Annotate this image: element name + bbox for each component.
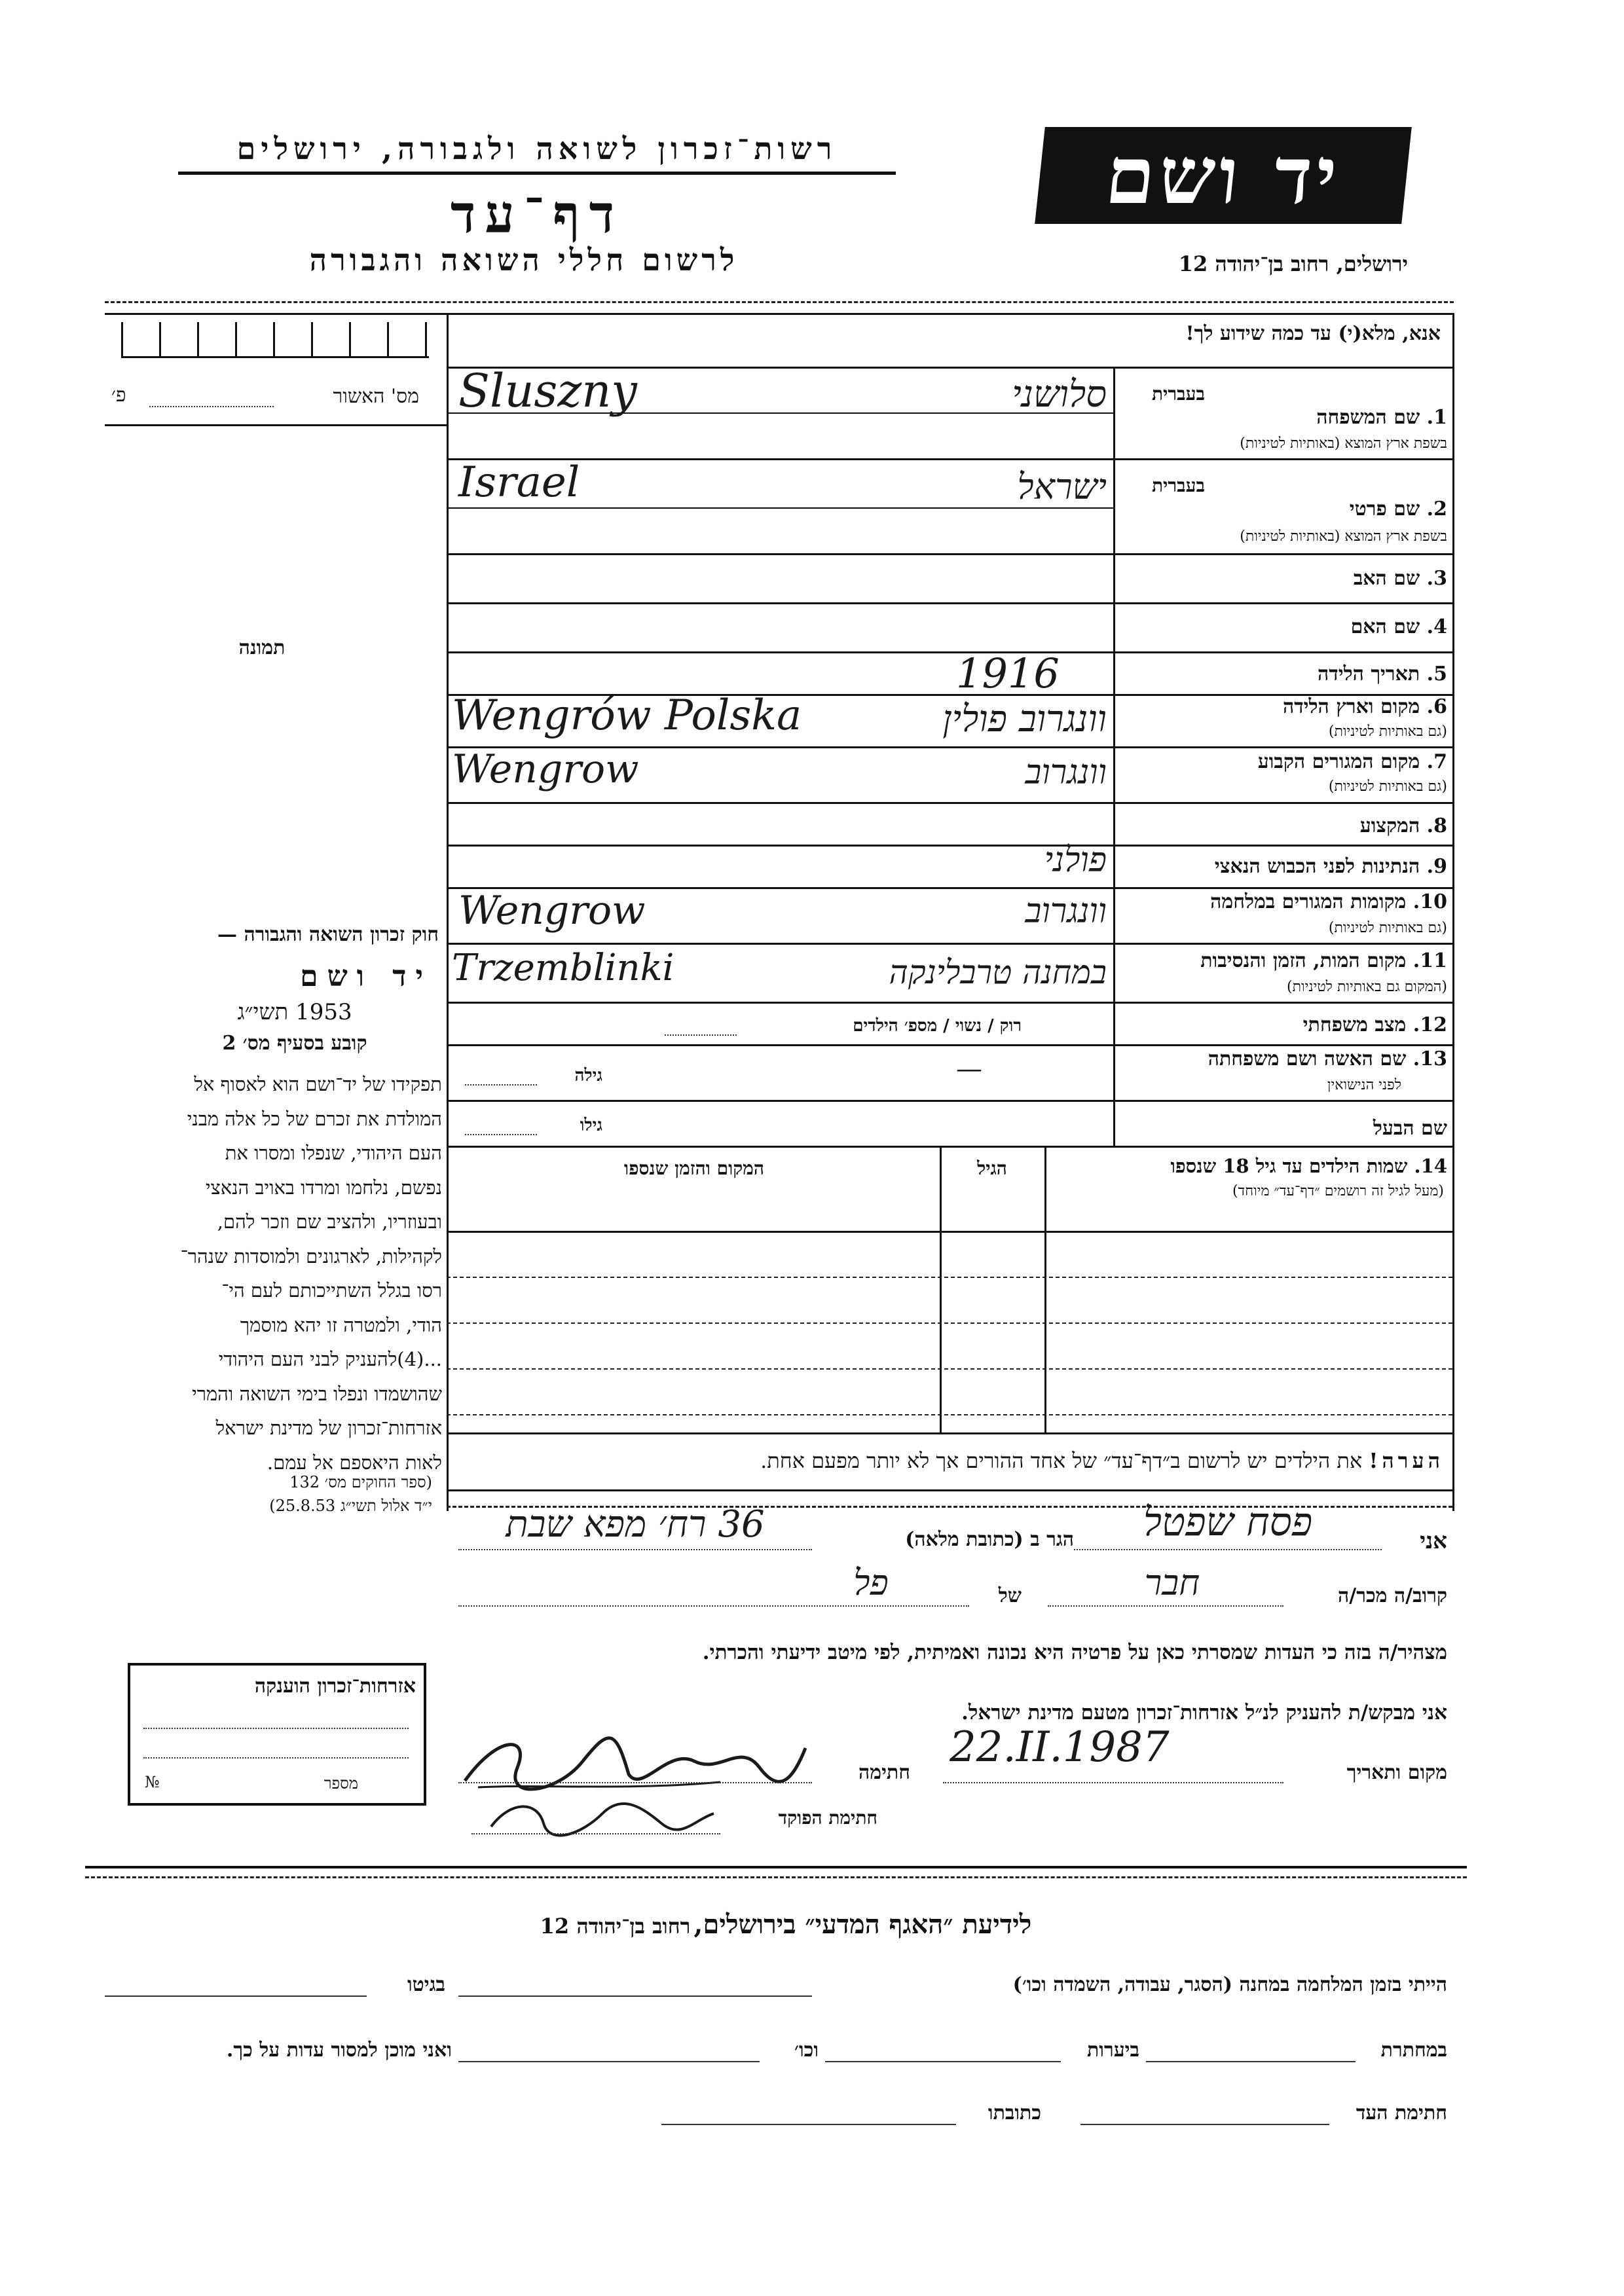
witness-signature-label: חתימת העד [1356, 2102, 1447, 2124]
field-13-label [1113, 1048, 1447, 1070]
field-9-label [1113, 855, 1447, 878]
field-6-label [1159, 695, 1447, 718]
bottom-line1-start: הייתי בזמן המלחמה במחנה (הסגר, עבודה, השמדה וכו׳) [1012, 1973, 1447, 1996]
field-4-num: 4. [1426, 615, 1447, 638]
tear-line [85, 1866, 1467, 1868]
official-signature-label: חתימת הפוקד [778, 1807, 877, 1829]
law-year-hebrew: תשי״ג [237, 999, 289, 1025]
camp-name-field[interactable] [458, 1995, 812, 1997]
note-text: את הילדים יש לרשום ב״דף־עד״ של אחד ההורים אך לא יותר מפעם אחת. [760, 1448, 1363, 1473]
row-rule [447, 1146, 1452, 1148]
death-place-hebrew[interactable]: במחנה טרבלינקה [889, 953, 1107, 991]
signature-label: חתימה [858, 1761, 910, 1784]
approval-box-bottom [105, 424, 449, 426]
note-line [458, 1448, 1444, 1473]
field-6-text: מקום וארץ הלידה [1282, 695, 1420, 718]
org-name-underline [178, 172, 896, 175]
law-title: חוק זכרון השואה והגבורה — [217, 923, 439, 946]
citizenship-line [143, 1728, 409, 1729]
relation-line [1048, 1605, 1283, 1607]
declarant-name-line [1074, 1549, 1382, 1550]
bottom-line2-start: במחתרת [1380, 2039, 1447, 2062]
row-rule [447, 1002, 1452, 1004]
children-header-rule [447, 1231, 1452, 1233]
place-date-value[interactable]: 22.II.1987 [950, 1723, 1170, 1772]
wife-age-label: גילה [574, 1066, 602, 1085]
field-6-sub: (גם באותיות לטיניות) [1328, 723, 1447, 740]
approval-no-label: מס' האשור [333, 385, 419, 408]
law-text-line: לאות היאספם אל עמם. [267, 1451, 442, 1474]
of-value[interactable]: פל [853, 1562, 889, 1603]
row-rule [447, 602, 1452, 604]
row-rule [447, 458, 1452, 460]
birthplace-latin[interactable]: Wengrów Polska [452, 691, 802, 740]
field-1-label [1159, 406, 1447, 429]
law-text-line: ובעוזריו, ולהציב שם וזכר להם, [217, 1211, 442, 1233]
field-6-num: 6. [1426, 695, 1447, 718]
bottom-line2-end: ואני מוכן למסור עדות על כך. [226, 2039, 452, 2062]
declaration-text: מצהיר/ה בזה כי העדות שמסרתי כאן על פרטיה היא נכונה ואמיתית, לפי מיטב ידיעתי והכרתי. [702, 1641, 1447, 1664]
approval-no-line[interactable] [149, 406, 274, 407]
law-name: יד ושם [300, 960, 432, 993]
field-5-num: 5. [1426, 663, 1447, 685]
law-text-line: תפקידו של יד־ושם הוא לאסוף אל [194, 1073, 442, 1095]
instruction: אנא, מלא(י) עד כמה שידוע לך! [1185, 322, 1441, 345]
field-11-num: 11. [1412, 949, 1447, 972]
official-signature-line [471, 1833, 720, 1834]
hebrew-tag-2: בעברית [1151, 475, 1205, 496]
field-12-text: מצב משפחתי [1302, 1013, 1407, 1036]
children-num: 14. [1414, 1155, 1447, 1177]
of-label: של [998, 1584, 1022, 1607]
header-divider [105, 301, 1454, 303]
field-10-label [1113, 890, 1447, 913]
field-10-sub: (גם באותיות לטיניות) [1328, 920, 1447, 936]
citizenship-box [128, 1663, 426, 1806]
field-7-sub: (גם באותיות לטיניות) [1328, 778, 1447, 795]
law-text-line: לקהילות, לארגונים ולמוסדות שנהר־ [180, 1245, 442, 1267]
field-4-label [1159, 615, 1447, 638]
declarant-address[interactable]: 36 רח׳ מפא שבת [506, 1503, 765, 1546]
request-text: אני מבקש/ת להעניק לנ״ל אזרחות־זכרון מטעם מדינת ישראל. [961, 1701, 1447, 1724]
children-col-divider-2 [940, 1146, 942, 1434]
declarant-name[interactable]: פסח שפטל [1143, 1499, 1313, 1545]
relation-value[interactable]: חבר [1144, 1562, 1200, 1603]
form-subtitle: לרשום חללי השואה והגבורה [309, 242, 739, 278]
law-year [183, 999, 406, 1025]
family-name-hebrew[interactable]: סלושני [1012, 373, 1107, 416]
witness-signature-field[interactable] [1080, 2124, 1329, 2125]
field-9-num: 9. [1426, 855, 1447, 878]
declarant-signature[interactable] [458, 1722, 812, 1800]
husband-age-line[interactable] [465, 1134, 537, 1135]
row-rule [447, 802, 1452, 804]
field-3-text: שם האב [1353, 567, 1420, 590]
approval-box-top [105, 313, 449, 315]
children-header-place: המקום והזמן שנספו [624, 1157, 764, 1179]
row-rule [447, 1100, 1452, 1102]
field-2-sub: בשפת ארץ המוצא (באותיות לטיניות) [1240, 528, 1447, 545]
witness-address-label: כתובתו [987, 2102, 1041, 2124]
children-row[interactable] [447, 1368, 1452, 1370]
row-rule [447, 1044, 1452, 1046]
field-12-num: 12. [1412, 1013, 1447, 1036]
org-name: רשות־זכרון לשואה ולגבורה, ירושלים [236, 131, 838, 166]
bottom-line2-forest: ביערות [1086, 2039, 1139, 2062]
wartime-residence-latin[interactable]: Wengrow [458, 888, 646, 934]
of-line [458, 1605, 969, 1607]
place-date-label: מקום ותאריך [1346, 1761, 1447, 1784]
field-13-num: 13. [1412, 1048, 1447, 1070]
residence-latin[interactable]: Wengrow [452, 746, 639, 792]
field-12-label [1159, 1013, 1447, 1036]
field-2-text: שם פרטי [1349, 498, 1420, 520]
law-text-line: אזרחות־זכרון של מדינת ישראל [215, 1417, 442, 1439]
field-13-sub: לפני הנישואין [1327, 1077, 1401, 1093]
law-text-line: שהושמדו ונפלו בימי השואה והמרי [192, 1382, 442, 1405]
birth-date[interactable]: 1916 [956, 649, 1060, 697]
declarant-address-line [458, 1549, 812, 1550]
citizenship-box-title: אזרחות־זכרון הוענקה [254, 1675, 416, 1698]
wife-maiden-name[interactable]: — [956, 1054, 982, 1084]
law-text [98, 1067, 442, 1480]
law-year-number: 1953 [295, 999, 352, 1025]
side-panel-border [447, 313, 449, 1511]
field-2-num: 2. [1426, 498, 1447, 520]
bottom-title-address: רחוב בן־יהודה 12 [540, 1914, 691, 1939]
children-header-age: הגיל [977, 1157, 1007, 1179]
underground-field[interactable] [1146, 2061, 1356, 2062]
signature-line [458, 1782, 812, 1783]
citizenship-no-suffix: № [145, 1773, 160, 1791]
field-5-label [1159, 663, 1447, 685]
law-text-line: הודי, ולמטרה זו יהא מוסמך [240, 1313, 442, 1336]
children-count-line[interactable] [665, 1034, 737, 1036]
family-name-latin[interactable]: Sluszny [458, 364, 637, 418]
law-text-line: העם היהודי, שנפלו ומסרו את [225, 1142, 442, 1164]
children-row[interactable] [447, 1277, 1452, 1278]
witness-address-field[interactable] [661, 2124, 956, 2125]
field-5-text: תאריך הלידה [1318, 663, 1420, 685]
field-1-sub: בשפת ארץ המוצא (באותיות לטיניות) [1240, 435, 1447, 452]
birthplace-hebrew[interactable]: וונגרוב פולין [942, 698, 1107, 740]
approval-tick-box [121, 322, 429, 358]
form-top-border [447, 313, 1454, 315]
children-col-divider-1 [1044, 1146, 1046, 1434]
bottom-line1-end: בגיטו [407, 1973, 445, 1996]
approval-no-suffix: פ׳ [111, 384, 126, 407]
tear-line-dashed [85, 1876, 1467, 1878]
field-11-sub: (המקום גם באותיות לטיניות) [1287, 979, 1447, 995]
field-3-label [1159, 567, 1447, 590]
law-ref-2: י״ד אלול תשי״ג 25.8.53) [269, 1497, 432, 1515]
row-rule-inner [447, 507, 1115, 509]
photo-label: תמונה [238, 636, 286, 659]
children-header-sub: (מעל לגיל זה רושמים ״דף־עד״ מיוחד) [1232, 1183, 1444, 1199]
children-bottom-rule [447, 1432, 1452, 1434]
note-bottom-rule [447, 1489, 1452, 1491]
forest-field[interactable] [825, 2061, 1061, 2062]
field-13-text: שם האשה ושם משפחתה [1208, 1048, 1407, 1070]
children-row[interactable] [447, 1414, 1452, 1415]
relation-label: קרוב/ה מכר/ה [1338, 1584, 1447, 1607]
row-rule [447, 845, 1452, 847]
wife-age-line[interactable] [465, 1084, 537, 1085]
residence-hebrew[interactable]: וונגרוב [1025, 753, 1107, 792]
field-9-text: הנתינות לפני הכבוש הנאצי [1214, 855, 1420, 878]
citizenship-value[interactable]: פולני [1044, 841, 1107, 880]
bottom-title-line [393, 1909, 1179, 1940]
law-text-line: רסו בגלל השתייכותם לעם הי־ [221, 1279, 442, 1302]
field-8-num: 8. [1426, 814, 1447, 837]
wartime-residence-hebrew[interactable]: וונגרוב [1025, 892, 1107, 931]
row-rule [447, 553, 1452, 555]
row-rule [447, 943, 1452, 945]
field-11-label [1113, 949, 1447, 972]
field-7-num: 7. [1426, 750, 1447, 773]
declarant-i-label: אני [1420, 1528, 1447, 1554]
field-1-num: 1. [1426, 406, 1447, 429]
field-1-text: שם המשפחה [1316, 406, 1420, 429]
death-place-latin[interactable]: Trzemblinki [452, 947, 674, 989]
field-2-label [1159, 498, 1447, 520]
field-8-label [1159, 814, 1447, 837]
marital-options: רוק / נשוי / מספ׳ הילדים [853, 1016, 1022, 1036]
field-8-text: המקצוע [1359, 814, 1420, 837]
field-10-num: 10. [1412, 890, 1447, 913]
law-text-line: נפשם, נלחמו ומרדו באויב הנאצי [205, 1176, 442, 1199]
form-right-border [1452, 313, 1454, 1511]
citizenship-line [143, 1757, 409, 1758]
field-11-text: מקום המות, הזמן והנסיבות [1200, 949, 1407, 972]
ghetto-field[interactable] [105, 1995, 367, 1997]
yad-vashem-logo: יד ושם [1035, 127, 1412, 224]
field-4-text: שם האם [1350, 615, 1420, 638]
field-3-num: 3. [1426, 567, 1447, 590]
residing-label: הגר ב (כתובת מלאה) [905, 1528, 1074, 1551]
place-date-line [943, 1782, 1283, 1783]
husband-age-label: גילו [580, 1116, 602, 1135]
other-field[interactable] [458, 2061, 760, 2062]
signature-scribble-icon [458, 1722, 812, 1800]
law-ref-1: (ספר החוקים מס׳ 132 [289, 1473, 432, 1491]
bottom-title: לידיעת ״האגף המדעי״ בירושלים, [693, 1909, 1032, 1940]
field-7-label [1159, 750, 1447, 773]
children-row[interactable] [447, 1322, 1452, 1324]
children-names-text: שמות הילדים עד גיל 18 שנספו [1170, 1155, 1408, 1177]
husband-label: שם הבעל [1373, 1117, 1447, 1140]
law-text-line: המולדת את זכרם של כל אלה מבני [187, 1107, 442, 1130]
address: ירושלים, רחוב בן־יהודה 12 [1178, 251, 1408, 276]
law-section: קובע בסעיף מס׳ 2 [222, 1032, 367, 1055]
law-text-line: ...(4)להעניק לבני העם היהודי [218, 1348, 442, 1370]
row-rule [447, 651, 1452, 653]
label-column-divider [1113, 368, 1115, 1147]
note-label: הערה! [1369, 1448, 1444, 1473]
field-10-text: מקומות המגורים במלחמה [1210, 890, 1407, 913]
children-header-names [1051, 1155, 1447, 1178]
first-name-latin[interactable]: Israel [458, 458, 580, 507]
hebrew-tag-1: בעברית [1151, 383, 1205, 405]
bottom-line2-etc: וכו׳ [794, 2039, 819, 2062]
citizenship-no-label: מספר [323, 1774, 358, 1793]
first-name-hebrew[interactable]: ישראל [1017, 466, 1107, 507]
field-7-text: מקום המגורים הקבוע [1257, 750, 1420, 773]
form-title: דף־עד [450, 183, 624, 245]
